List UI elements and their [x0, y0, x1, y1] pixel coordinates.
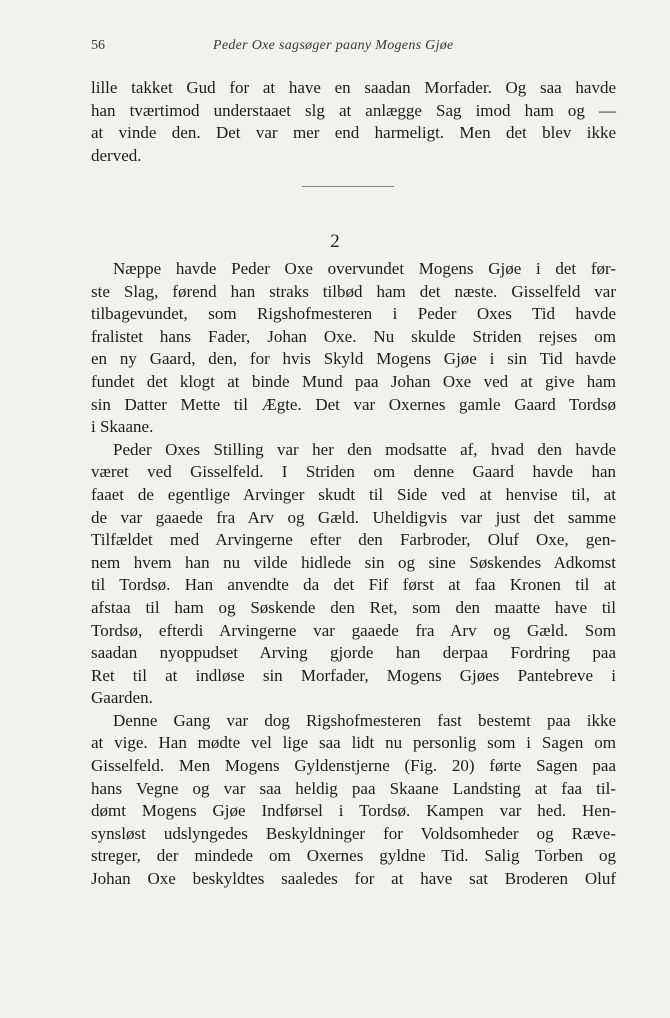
running-title: Peder Oxe sagsøger paany Mogens Gjøe — [213, 38, 454, 53]
text-line: Ret til at indløse sin Morfader, Mogens Gjøes Pantebreve i — [91, 665, 616, 685]
text-line: Johan Oxe beskyldtes saaledes for at have sat Broderen Oluf — [91, 869, 616, 889]
text-line: tilbagevundet, som Rigshofmesteren i Peder Oxes Tid havde — [91, 304, 616, 324]
text-line: været ved Gisselfeld. I Striden om denne Gaard havde han — [91, 462, 616, 482]
text-line: at vige. Han mødte vel lige saa lidt nu personlig som i Sagen om — [91, 733, 616, 753]
section-body — [91, 258, 616, 891]
text-line: Denne Gang var dog Rigshofmesteren fast bestemt paa ikke — [113, 710, 616, 730]
text-line: fundet det klogt at binde Mund paa Johan Oxe ved at give ham — [91, 371, 616, 391]
text-line: hans Vegne og var saa heldig paa Skaane Landsting at faa til- — [91, 778, 616, 798]
section-number: 2 — [330, 231, 340, 252]
text-line: de var gaaede fra Arv og Gæld. Uheldigvis var just det samme — [91, 507, 616, 527]
continuation-paragraph — [91, 77, 616, 167]
section-divider — [302, 186, 394, 187]
page-header — [91, 38, 611, 60]
text-line: derved. — [91, 145, 142, 165]
page-number: 56 — [91, 38, 105, 53]
text-line: saadan nyoppudset Arving gjorde han derpaa Fordring paa — [91, 643, 616, 663]
text-line: Tordsø, efterdi Arvingerne var gaaede fra Arv og Gæld. Som — [91, 620, 616, 640]
text-line: han tværtimod understaaet slg at anlægge Sag imod ham og — — [91, 100, 616, 120]
text-line: dømt Mogens Gjøe Indførsel i Tordsø. Kampen var hed. Hen- — [91, 801, 616, 821]
text-line: Næppe havde Peder Oxe overvundet Mogens Gjøe i det før- — [113, 259, 616, 278]
text-line: en ny Gaard, den, for hvis Skyld Mogens Gjøe i sin Tid havde — [91, 349, 616, 369]
text-line: Tilfældet med Arvingerne efter den Farbroder, Oluf Oxe, gen- — [91, 530, 616, 550]
text-line: faaet de egentlige Arvinger skudt til Side ved at henvise til, at — [91, 484, 616, 504]
text-line: nem hvem han nu vilde hidlede sin og sine Søskendes Adkomst — [91, 552, 616, 572]
text-line: i Skaane. — [91, 417, 154, 437]
text-line: lille takket Gud for at have en saadan Morfader. Og saa havde — [91, 78, 616, 97]
text-line: fralistet hans Fader, Johan Oxe. Nu skulde Striden rejses om — [91, 326, 616, 346]
text-line: at vinde den. Det var mer end harmeligt. Men det blev ikke — [91, 123, 616, 143]
text-line: Gisselfeld. Men Mogens Gyldenstjerne (Fig. 20) førte Sagen paa — [91, 756, 616, 776]
text-line: Gaarden. — [91, 688, 153, 708]
text-line: sin Datter Mette til Ægte. Det var Oxernes gamle Gaard Tordsø — [91, 394, 616, 414]
text-line: ste Slag, førend han straks tilbød ham det næste. Gisselfeld var — [91, 281, 616, 301]
text-line: afstaa til ham og Søskende den Ret, som den maatte have til — [91, 597, 616, 617]
text-line: synsløst udslyngedes Beskyldninger for Voldsomheder og Ræve- — [91, 823, 616, 843]
text-line: streger, der mindede om Oxernes gyldne Tid. Salig Torben og — [91, 846, 616, 866]
text-line: til Tordsø. Han anvendte da det Fif først at faa Kronen til at — [91, 575, 616, 595]
text-line: Peder Oxes Stilling var her den modsatte af, hvad den havde — [113, 439, 616, 459]
